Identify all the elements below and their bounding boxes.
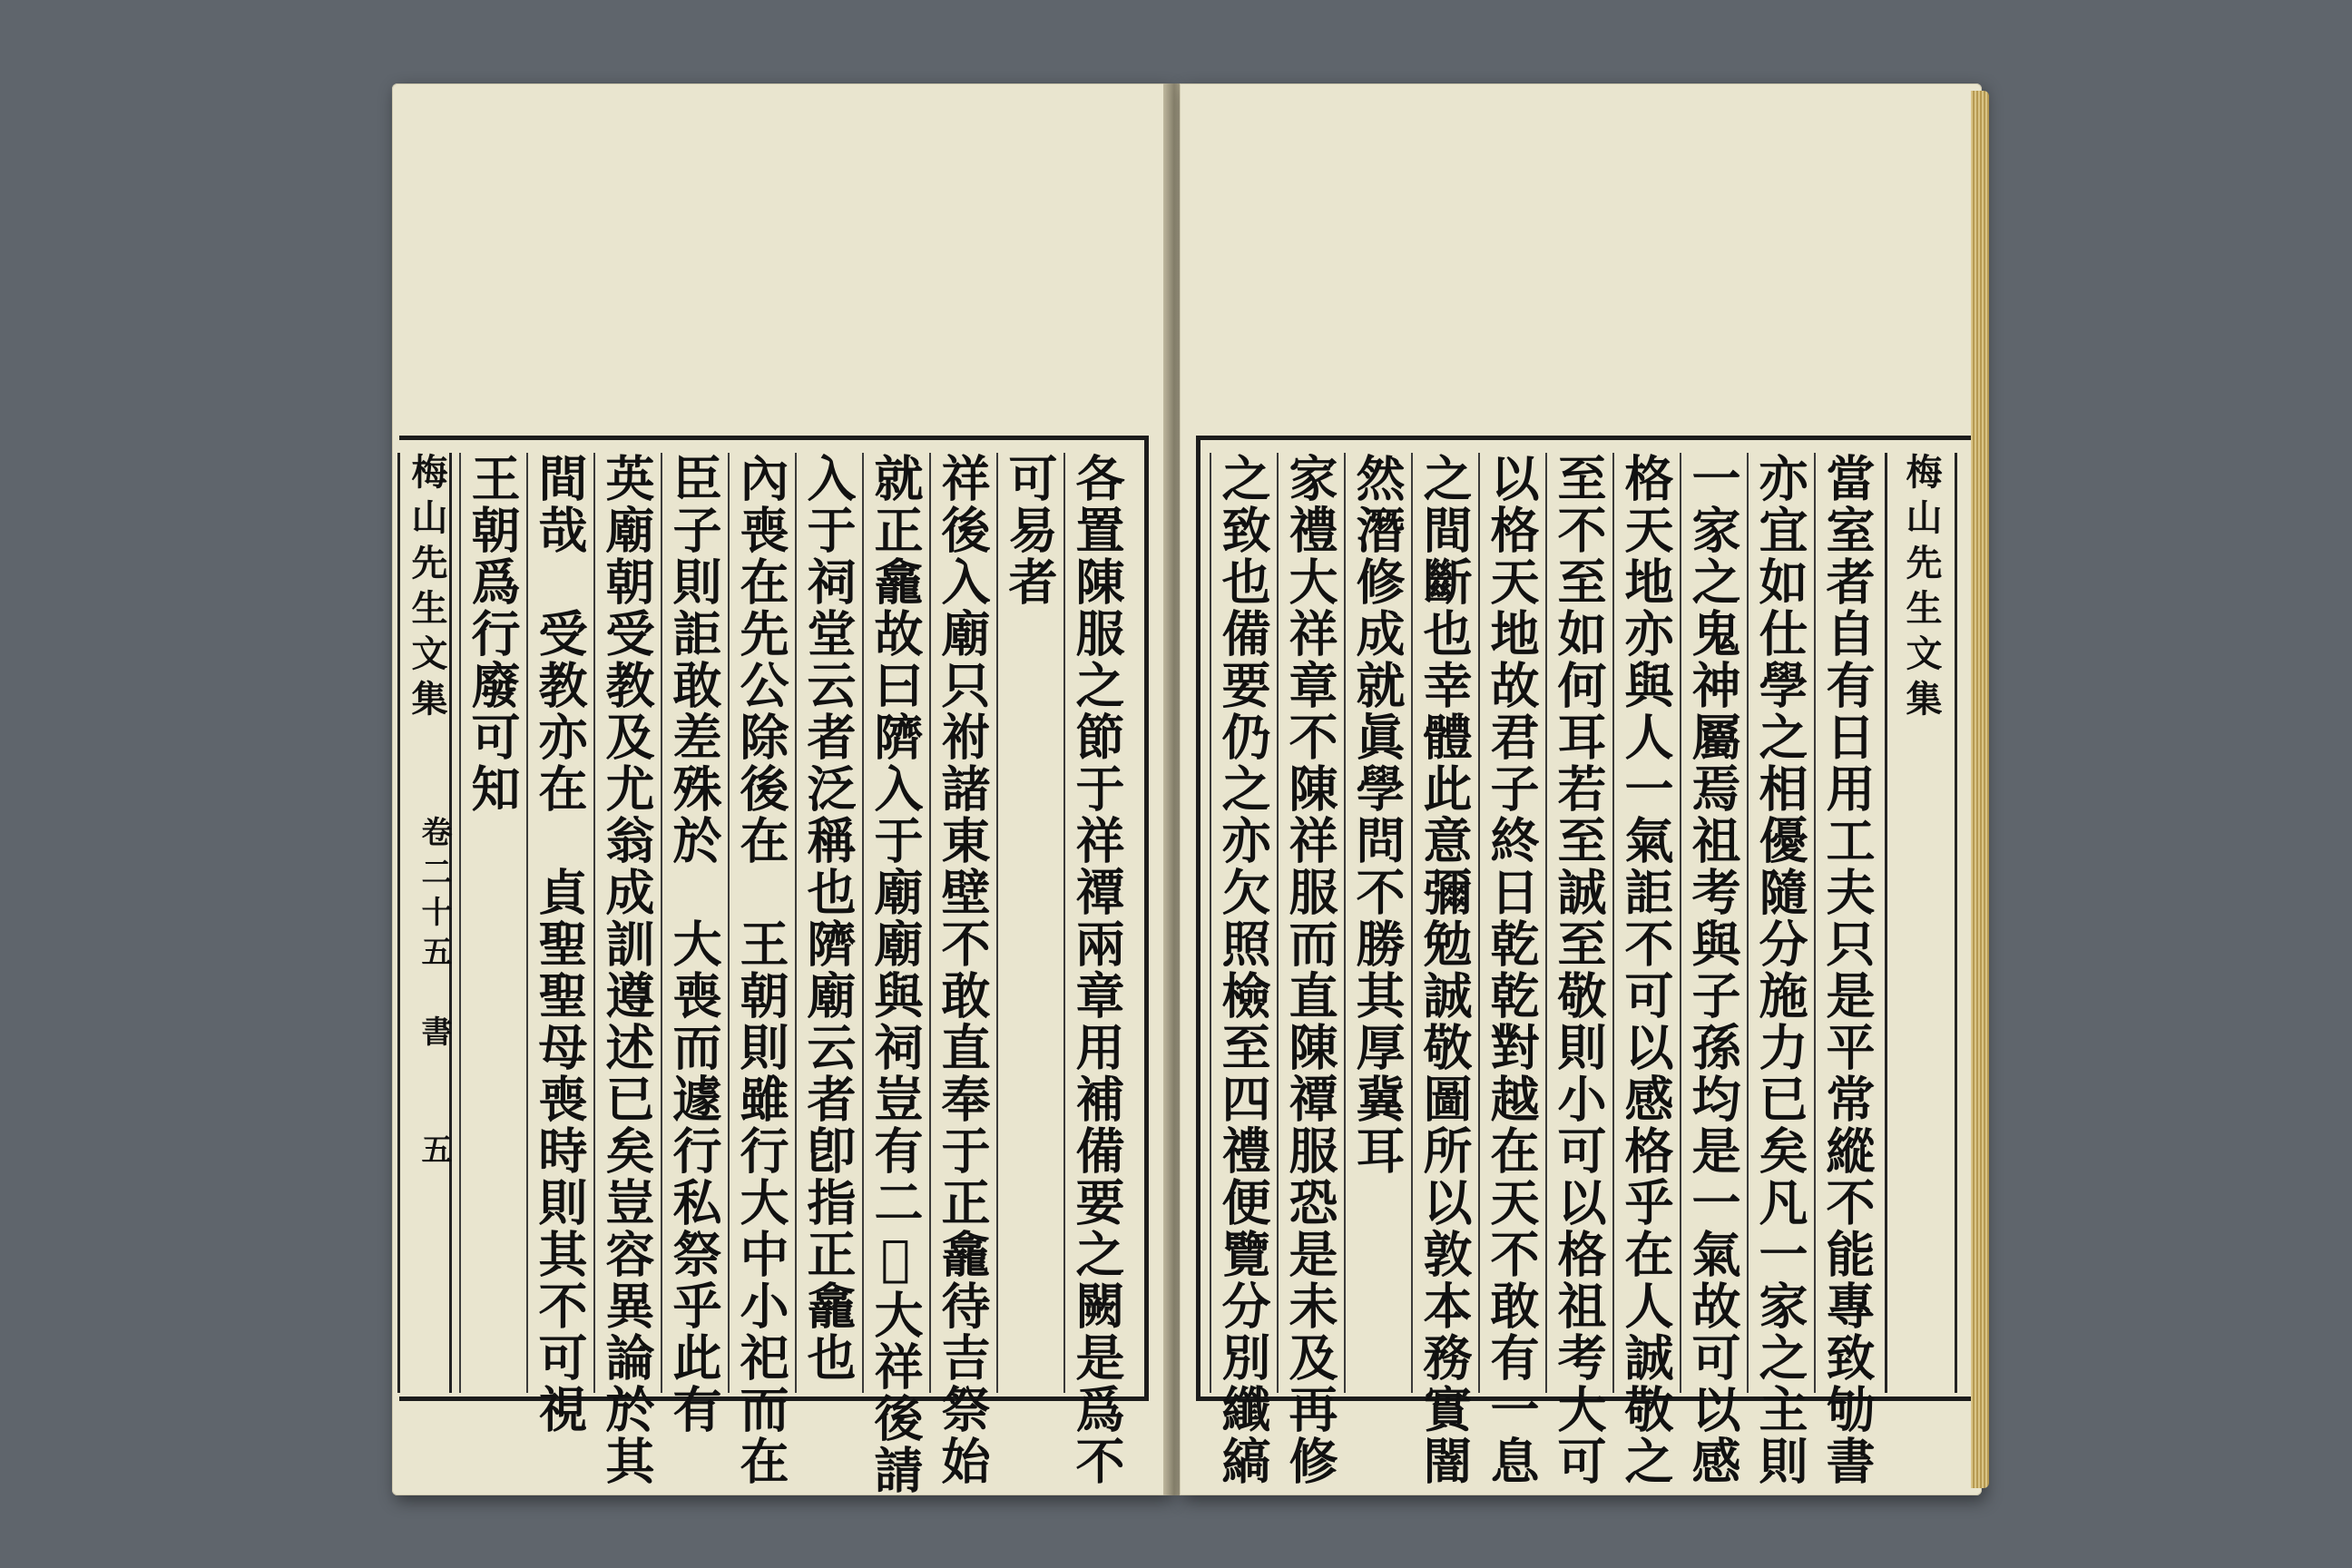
right-page-frame	[1196, 436, 1971, 1487]
text-column	[526, 453, 590, 1436]
left-banxin-title: 梅山先生文集	[406, 453, 448, 725]
left-page	[392, 83, 1169, 1495]
text-column	[1478, 453, 1542, 1487]
text-line: 亦宜如仕學之相優隨分施力已矣凡一家之主則	[1751, 453, 1809, 1487]
text-line: 一家之鬼神屬焉祖考與子孫均是一氣故可以感	[1684, 453, 1742, 1487]
right-banxin-title: 梅山先生文集	[1900, 453, 1943, 725]
text-column	[593, 453, 657, 1487]
left-page-frame	[399, 436, 1149, 1496]
text-line: 臣子則詎敢差殊於 大喪而遽行私祭乎此有	[665, 453, 723, 1436]
text-line: 以格天地故君子終日乾乾對越在天不敢有一息	[1483, 453, 1541, 1487]
text-line: 格天地亦與人一氣詎不可以感格乎在人誠敬之	[1617, 453, 1675, 1487]
right-banxin	[1885, 453, 1957, 1393]
text-line: 家禮大祥章不陳祥服而直陳禫服恐是未及再修	[1281, 453, 1339, 1487]
text-line: 就正龕故曰隮入于廟廟與祠豈有二𢪛大祥後請	[867, 453, 925, 1496]
text-column	[1747, 453, 1810, 1487]
left-banxin	[397, 453, 452, 1393]
text-column	[1814, 453, 1877, 1487]
text-line: 各置陳服之節于祥禫兩章用補備要之闕是爲不	[1068, 453, 1126, 1487]
text-column	[1210, 453, 1273, 1487]
book-spread	[392, 83, 1982, 1495]
text-line: 祥後入廟只祔諸東壁不敢直奉于正龕待吉祭始	[934, 453, 992, 1487]
text-column	[459, 453, 523, 1393]
text-line: 入于祠堂云者泛稱也隮廟云者卽指正龕也	[799, 453, 858, 1384]
text-column	[1277, 453, 1340, 1487]
text-column	[661, 453, 724, 1436]
page-edges	[1971, 91, 1989, 1488]
text-column	[1063, 453, 1127, 1487]
text-column	[996, 453, 1060, 1393]
text-line: 間哉 受教亦在 貞聖聖母喪時則其不可視	[531, 453, 589, 1436]
text-column	[1344, 453, 1407, 1393]
text-line: 王朝爲行廢可知	[464, 453, 522, 815]
text-column	[1680, 453, 1743, 1487]
text-column	[728, 453, 791, 1487]
left-banxin-page: 五	[416, 1133, 452, 1173]
text-column	[862, 453, 926, 1496]
left-banxin-volume: 卷二十五	[416, 816, 452, 975]
text-line: 可易者	[1001, 453, 1059, 608]
text-line: 之間斷也幸體此意彌勉誠敬圖所以敦本務實闇	[1416, 453, 1474, 1487]
text-line: 英廟朝受教及尤翁成訓遵述已矣豈容異論於其	[598, 453, 656, 1487]
text-line: 當室者自有日用工夫只是平常縱不能專致劬書	[1818, 453, 1877, 1487]
text-line: 然潛修成就眞學問不勝其厚冀耳	[1348, 453, 1406, 1177]
text-line: 內喪在先公除後在 王朝則雖行大中小祀而在	[732, 453, 790, 1487]
text-column	[1545, 453, 1609, 1487]
text-column	[1612, 453, 1676, 1487]
text-line: 至不至如何耳若至誠至敬則小可以格祖考大可	[1550, 453, 1608, 1487]
text-column	[795, 453, 858, 1393]
left-banxin-section: 書	[416, 1015, 452, 1055]
text-column	[1411, 453, 1475, 1487]
text-column	[929, 453, 993, 1487]
text-line: 之致也備要仍之亦欠照檢至四禮便覽分別纖縞	[1214, 453, 1272, 1487]
right-page	[1180, 83, 1982, 1495]
